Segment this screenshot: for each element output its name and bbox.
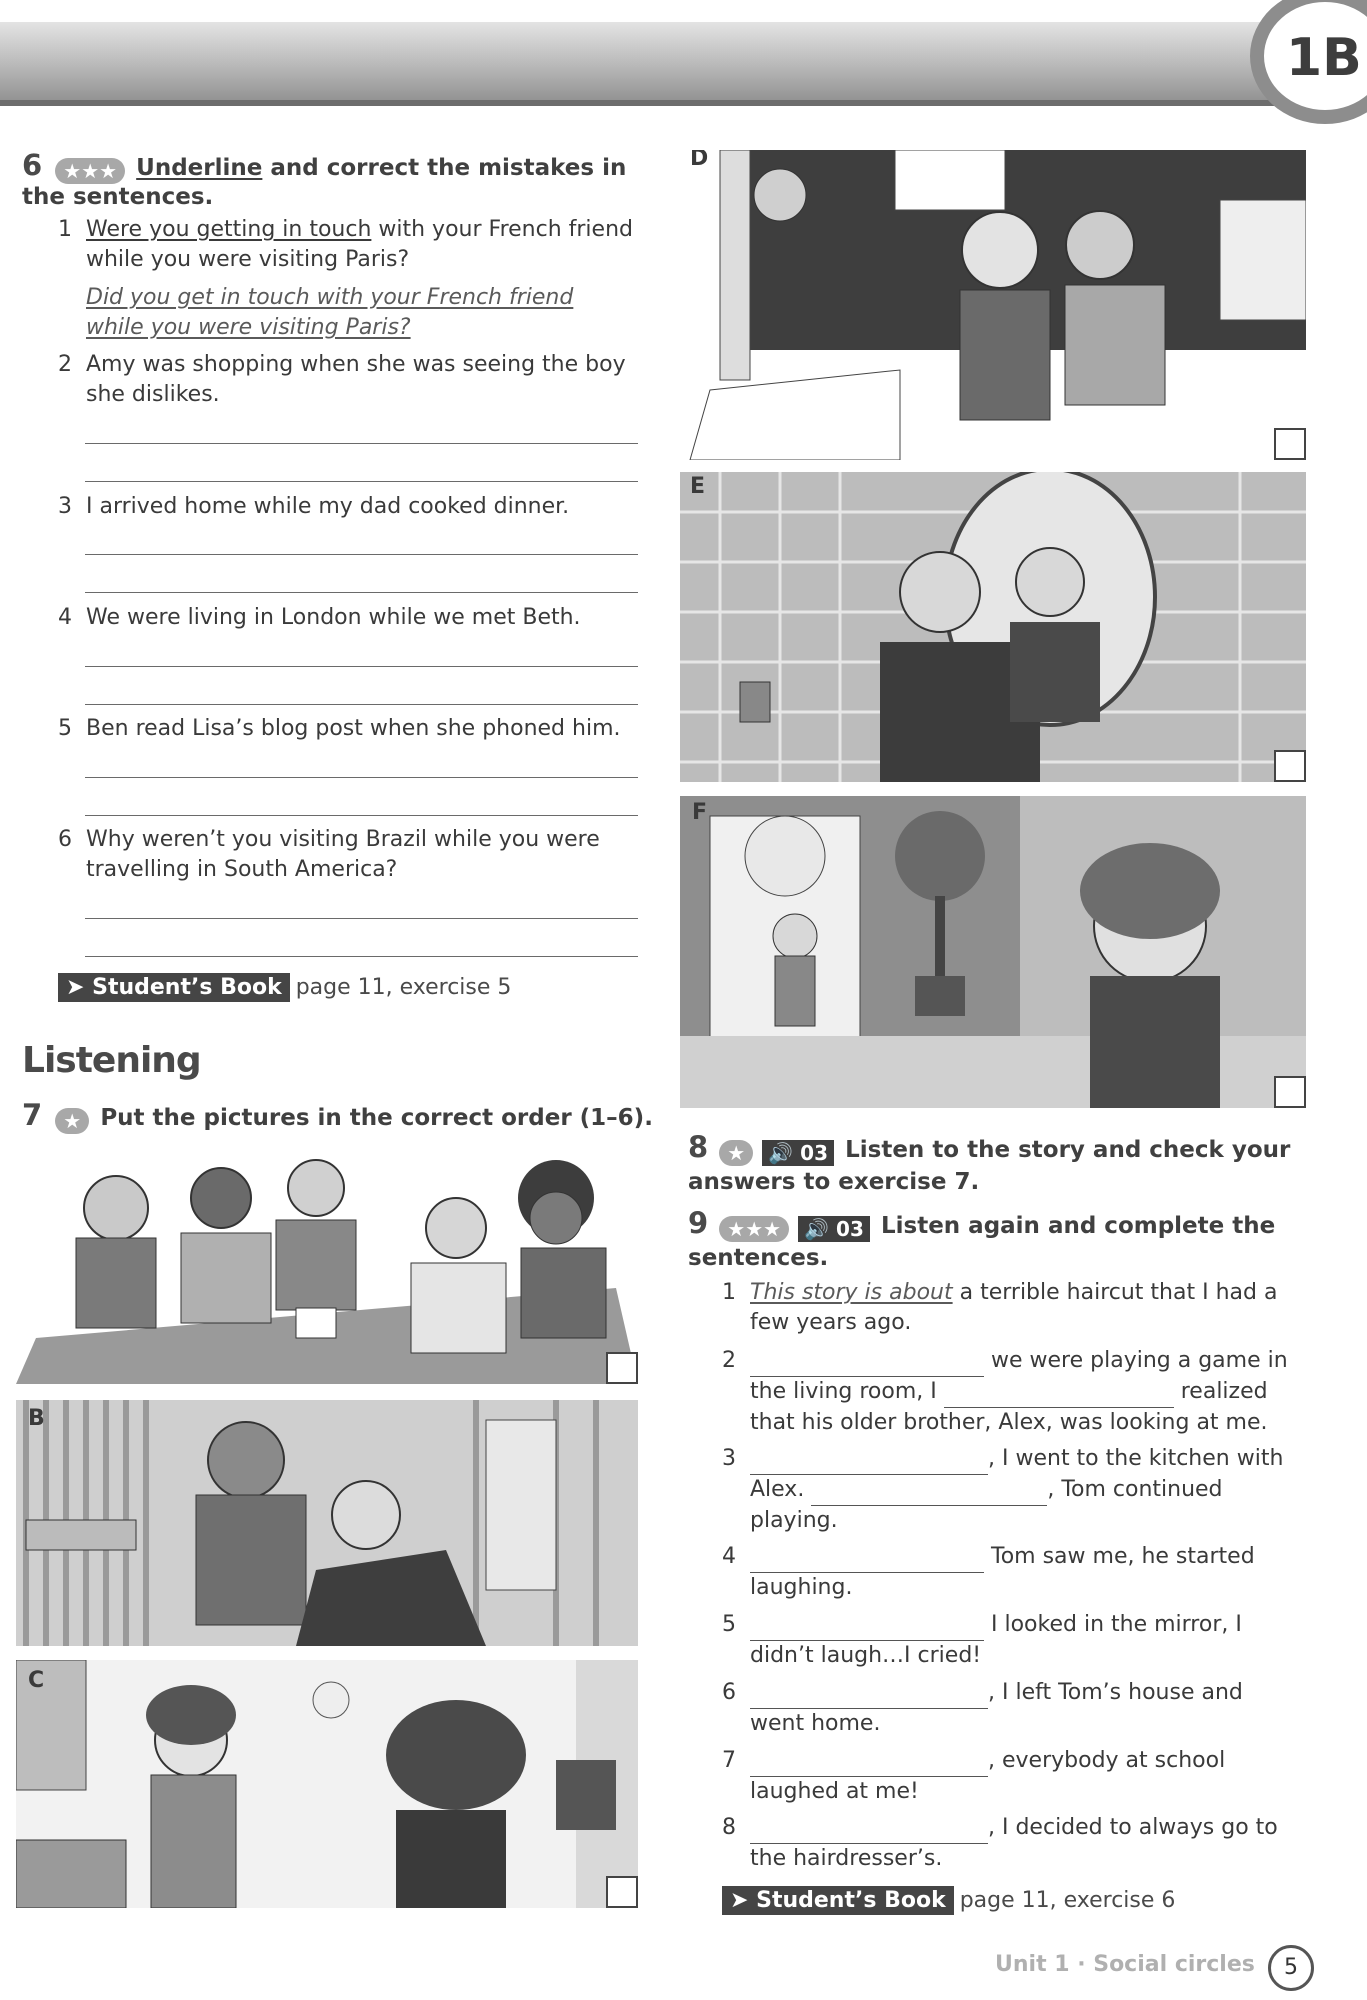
item-number: 6 xyxy=(722,1680,736,1705)
picture-d xyxy=(680,150,1306,460)
item-text: I looked in the mirror, I didn’t laugh…I cried! xyxy=(750,1612,1242,1668)
students-book-page: page 11, exercise 6 xyxy=(959,1888,1176,1913)
students-book-tag: ➤ Student’s Book xyxy=(58,973,290,1002)
gap-field[interactable] xyxy=(750,1444,988,1475)
ex9-item-5 xyxy=(722,1610,1302,1671)
item-number: 1 xyxy=(722,1280,736,1305)
picture-label-f: F xyxy=(692,800,708,825)
item-text: Amy was shopping when she was seeing the boy she dislikes. xyxy=(86,352,626,407)
illustration-mother-reaction xyxy=(16,1660,638,1908)
students-book-ref-1[interactable] xyxy=(58,975,511,1000)
ex9-item-8 xyxy=(722,1813,1302,1874)
item-answer-example: This story is about xyxy=(750,1280,953,1305)
picture-a xyxy=(16,1138,638,1384)
ex9-item-6 xyxy=(722,1678,1302,1739)
item-text: we were playing a game in the living room, I xyxy=(750,1348,1288,1404)
item-text: , I went to the kitchen with Alex. xyxy=(750,1446,1284,1502)
students-book-tag: ➤ Student’s Book xyxy=(722,1886,954,1915)
difficulty-stars: ★★★ xyxy=(719,1216,789,1242)
item-number: 6 xyxy=(58,827,72,852)
item-text: Why weren’t you visiting Brazil while you were travelling in South America? xyxy=(86,827,600,882)
ex6-item-3 xyxy=(58,492,648,522)
instruction-underline: Underline xyxy=(136,155,263,181)
gap-field[interactable] xyxy=(811,1475,1047,1506)
students-book-ref-2[interactable] xyxy=(722,1888,1175,1913)
header-band xyxy=(0,22,1367,104)
picture-f xyxy=(680,796,1306,1108)
illustration-boy-at-mirror xyxy=(680,472,1306,782)
gap-field[interactable] xyxy=(750,1610,984,1641)
illustration-brother-haircut xyxy=(16,1400,638,1646)
gap-field[interactable] xyxy=(944,1377,1174,1408)
picture-e xyxy=(680,472,1306,782)
answer-line[interactable] xyxy=(85,481,638,482)
instruction-text: and correct the mistakes in the sentences. xyxy=(22,155,627,210)
answer-line[interactable] xyxy=(85,956,638,957)
order-box-c[interactable] xyxy=(606,1876,638,1908)
item-underlined: Were you getting in touch xyxy=(86,217,372,242)
item-number: 3 xyxy=(58,494,72,519)
unit-code: 1B xyxy=(1286,28,1362,88)
ex9-item-3 xyxy=(722,1444,1302,1536)
ex6-item-6 xyxy=(58,825,648,885)
item-text: , I decided to always go to the hairdresser’s. xyxy=(750,1815,1278,1871)
ex6-answer-line-2: while you were visiting Paris? xyxy=(86,315,411,340)
ex6-item-4 xyxy=(58,603,648,633)
page-number: 5 xyxy=(1268,1945,1314,1991)
item-text: , everybody at school laughed at me! xyxy=(750,1748,1226,1804)
footer-unit: Unit 1 · Social circles xyxy=(995,1952,1255,1977)
answer-line[interactable] xyxy=(85,554,638,555)
gap-field[interactable] xyxy=(750,1542,984,1573)
ex9-item-2 xyxy=(722,1346,1302,1438)
order-box-a[interactable] xyxy=(606,1352,638,1384)
ex9-item-4 xyxy=(722,1542,1302,1603)
item-text: , I left Tom’s house and went home. xyxy=(750,1680,1243,1736)
ex6-item-2 xyxy=(58,350,648,410)
picture-label-b: B xyxy=(28,1406,45,1431)
ex6-item-1 xyxy=(58,215,648,275)
item-text: Tom saw me, he started laughing. xyxy=(750,1544,1255,1600)
exercise-8 xyxy=(688,1132,1308,1199)
gap-field[interactable] xyxy=(750,1678,988,1709)
exercise-7 xyxy=(22,1098,662,1134)
item-text: Ben read Lisa’s blog post when she phoned him. xyxy=(86,716,621,741)
instruction-text: Put the pictures in the correct order (1–6). xyxy=(100,1105,653,1131)
illustration-friends-at-table xyxy=(16,1138,638,1384)
item-number: 2 xyxy=(722,1348,736,1373)
picture-label-d: D xyxy=(690,150,709,171)
instruction-text: Listen to the story and check your answers to exercise 7. xyxy=(688,1137,1291,1195)
exercise-number: 8 xyxy=(688,1130,709,1164)
item-number: 7 xyxy=(722,1748,736,1773)
ex9-item-7 xyxy=(722,1746,1302,1807)
item-number: 8 xyxy=(722,1815,736,1840)
answer-line[interactable] xyxy=(85,815,638,816)
exercise-6 xyxy=(22,148,642,210)
picture-label-c: C xyxy=(28,1668,45,1693)
item-number: 4 xyxy=(722,1544,736,1569)
item-number: 1 xyxy=(58,217,72,242)
answer-line[interactable] xyxy=(85,704,638,705)
picture-c xyxy=(16,1660,638,1908)
picture-label-e: E xyxy=(690,474,706,499)
picture-b xyxy=(16,1400,638,1646)
answer-line[interactable] xyxy=(85,592,638,593)
exercise-9 xyxy=(688,1208,1308,1275)
answer-line[interactable] xyxy=(85,777,638,778)
instruction-text: Listen again and complete the sentences. xyxy=(688,1213,1276,1271)
ex9-item-1 xyxy=(722,1278,1302,1338)
students-book-page: page 11, exercise 5 xyxy=(295,975,512,1000)
audio-track-icon[interactable]: 🔊 03 xyxy=(762,1140,834,1166)
difficulty-stars: ★★★ xyxy=(55,158,125,184)
exercise-number: 9 xyxy=(688,1206,709,1240)
item-number: 3 xyxy=(722,1446,736,1471)
exercise-number: 7 xyxy=(22,1098,43,1132)
exercise-number: 6 xyxy=(22,148,43,182)
item-text: I arrived home while my dad cooked dinner. xyxy=(86,494,570,519)
item-number: 4 xyxy=(58,605,72,630)
illustration-friends-on-sofa xyxy=(680,150,1306,460)
answer-line[interactable] xyxy=(85,443,638,444)
gap-field[interactable] xyxy=(750,1746,988,1777)
gap-field[interactable] xyxy=(750,1346,984,1377)
item-text: , Tom continued playing. xyxy=(750,1477,1223,1533)
gap-field[interactable] xyxy=(750,1813,988,1844)
item-text: realized that his older brother, Alex, was looking at me. xyxy=(750,1379,1268,1435)
item-text: We were living in London while we met Beth. xyxy=(86,605,581,630)
item-number: 2 xyxy=(58,352,72,377)
difficulty-stars: ★ xyxy=(55,1108,89,1134)
item-number: 5 xyxy=(58,716,72,741)
audio-track-icon[interactable]: 🔊 03 xyxy=(798,1216,870,1242)
ex6-answer-line-1: Did you get in touch with your French friend xyxy=(86,285,574,310)
item-text: a terrible haircut that I had a few years ago. xyxy=(750,1280,1278,1335)
item-number: 5 xyxy=(722,1612,736,1637)
illustration-girl-at-door xyxy=(680,796,1306,1108)
difficulty-stars: ★ xyxy=(719,1140,753,1166)
item-text: with your French friend while you were visiting Paris? xyxy=(86,217,633,272)
answer-line[interactable] xyxy=(85,666,638,667)
order-box-d[interactable] xyxy=(1274,428,1306,460)
header-band-edge xyxy=(0,100,1367,106)
order-box-e[interactable] xyxy=(1274,750,1306,782)
section-heading: Listening xyxy=(22,1040,201,1081)
answer-line[interactable] xyxy=(85,918,638,919)
ex6-item-5 xyxy=(58,714,648,744)
order-box-f[interactable] xyxy=(1274,1076,1306,1108)
